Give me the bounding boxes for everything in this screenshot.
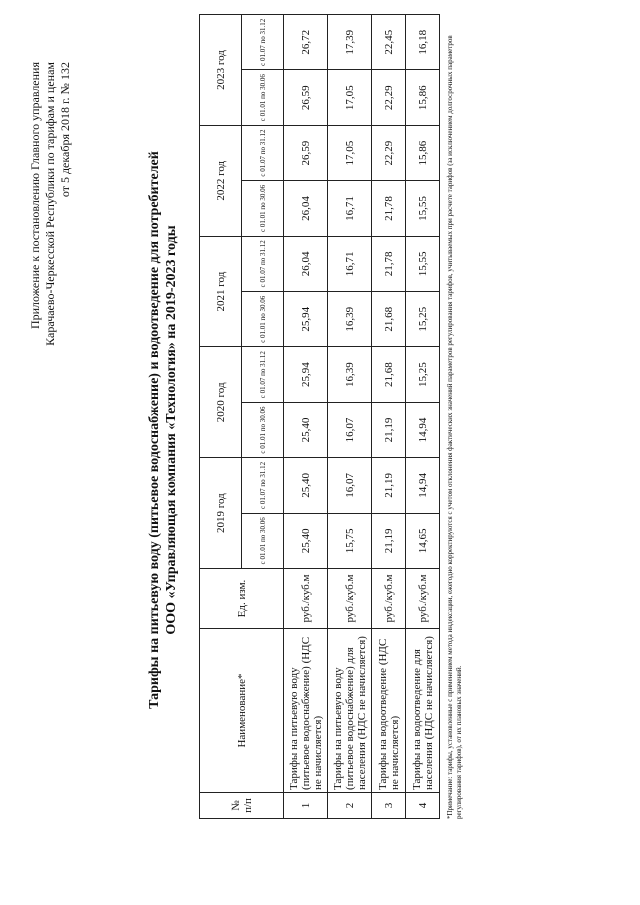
tariff-value: 14,94 (406, 402, 440, 457)
approval-line: от 5 декабря 2018 г. № 132 (58, 62, 72, 198)
tariff-value: 21,78 (372, 236, 406, 291)
row-number: 1 (284, 793, 328, 819)
document-title (146, 120, 180, 740)
tariff-value: 26,59 (284, 70, 328, 125)
row-number: 3 (372, 793, 406, 819)
tariff-value: 25,94 (284, 347, 328, 402)
tariff-value: 16,07 (328, 402, 372, 457)
tariff-value: 17,05 (328, 70, 372, 125)
tariff-value: 16,71 (328, 181, 372, 236)
tariff-value: 15,25 (406, 292, 440, 347)
row-name: Тарифы на питьевую воду (питьевое водоснабжение) (НДС не начисляется) (284, 629, 328, 793)
tariff-value: 16,39 (328, 347, 372, 402)
tariff-value: 15,86 (406, 125, 440, 180)
header-unit: Ед. изм. (200, 569, 284, 629)
tariff-value: 21,68 (372, 292, 406, 347)
tariff-value: 22,45 (372, 15, 406, 70)
tariff-value: 21,78 (372, 181, 406, 236)
tariff-value: 15,86 (406, 70, 440, 125)
header-period-h1: с 01.01 по 30.06 (242, 402, 284, 457)
tariff-value: 26,59 (284, 125, 328, 180)
table-row (328, 15, 372, 819)
tariff-value: 17,05 (328, 125, 372, 180)
header-period-h2: с 01.07 по 31.12 (242, 458, 284, 513)
tariff-value: 25,40 (284, 402, 328, 457)
tariff-value: 15,75 (328, 513, 372, 568)
tariff-value: 14,65 (406, 513, 440, 568)
tariff-value: 21,19 (372, 402, 406, 457)
header-period-h2: с 01.07 по 31.12 (242, 15, 284, 70)
tariff-value: 25,94 (284, 292, 328, 347)
tariff-value: 22,29 (372, 125, 406, 180)
row-unit: руб./куб.м (406, 569, 440, 629)
tariff-value: 21,19 (372, 458, 406, 513)
header-year-2021: 2021 год (200, 236, 242, 347)
header-period-h1: с 01.01 по 30.06 (242, 70, 284, 125)
header-period-h2: с 01.07 по 31.12 (242, 125, 284, 180)
header-period-h1: с 01.01 по 30.06 (242, 181, 284, 236)
table-row (372, 15, 406, 819)
tariff-value: 21,68 (372, 347, 406, 402)
header-period-h2: с 01.07 по 31.12 (242, 347, 284, 402)
tariff-value: 16,18 (406, 15, 440, 70)
row-name: Тарифы на питьевую воду (питьевое водоснабжение) для населения (НДС не начисляется) (328, 629, 372, 793)
tariff-table (199, 14, 440, 819)
header-name: Наименование* (200, 629, 284, 793)
header-year-2019: 2019 год (200, 458, 242, 569)
footnote: *Примечание: тарифы, установленные с применением метода индексации, ежегодно корректируются с учетом отклонения фактических значений параметров регулирования тарифов, учитываемых при расчете тарифов (за исключением долгосрочных параметров регулирования тарифов), от их плановых значений. (446, 35, 463, 819)
table-row (406, 15, 440, 819)
approval-line: Приложение к постановлению Главного управления (28, 62, 42, 330)
header-num: № п/п (200, 793, 284, 819)
header-period-h1: с 01.01 по 30.06 (242, 292, 284, 347)
tariff-value: 15,55 (406, 236, 440, 291)
tariff-value: 21,19 (372, 513, 406, 568)
tariff-value: 25,40 (284, 513, 328, 568)
header-year-2023: 2023 год (200, 15, 242, 126)
table-row (284, 15, 328, 819)
tariff-value: 16,71 (328, 236, 372, 291)
row-unit: руб./куб.м (328, 569, 372, 629)
row-unit: руб./куб.м (284, 569, 328, 629)
tariff-value: 15,25 (406, 347, 440, 402)
title-line: Тарифы на питьевую воду (питьевое водоснабжение) и водоотведение для потребителей (147, 151, 162, 709)
tariff-value: 15,55 (406, 181, 440, 236)
row-name: Тарифы на водоотведение для населения (НДС не начисляется) (406, 629, 440, 793)
header-year-2022: 2022 год (200, 125, 242, 236)
row-number: 4 (406, 793, 440, 819)
approval-stamp (28, 62, 73, 422)
tariff-value: 14,94 (406, 458, 440, 513)
tariff-value: 26,72 (284, 15, 328, 70)
tariff-value: 22,29 (372, 70, 406, 125)
header-period-h2: с 01.07 по 31.12 (242, 236, 284, 291)
row-unit: руб./куб.м (372, 569, 406, 629)
tariff-value: 17,39 (328, 15, 372, 70)
title-line: ООО «Управляющая компания «Технология» на 2019-2023 годы (164, 225, 179, 635)
approval-line: Карачаево-Черкесской Республики по тарифам и ценам (43, 62, 57, 346)
tariff-value: 26,04 (284, 236, 328, 291)
tariff-value: 16,39 (328, 292, 372, 347)
header-period-h1: с 01.01 по 30.06 (242, 513, 284, 568)
row-name: Тарифы на водоотведение (НДС не начисляется) (372, 629, 406, 793)
tariff-value: 25,40 (284, 458, 328, 513)
tariff-value: 26,04 (284, 181, 328, 236)
header-year-2020: 2020 год (200, 347, 242, 458)
row-number: 2 (328, 793, 372, 819)
tariff-value: 16,07 (328, 458, 372, 513)
